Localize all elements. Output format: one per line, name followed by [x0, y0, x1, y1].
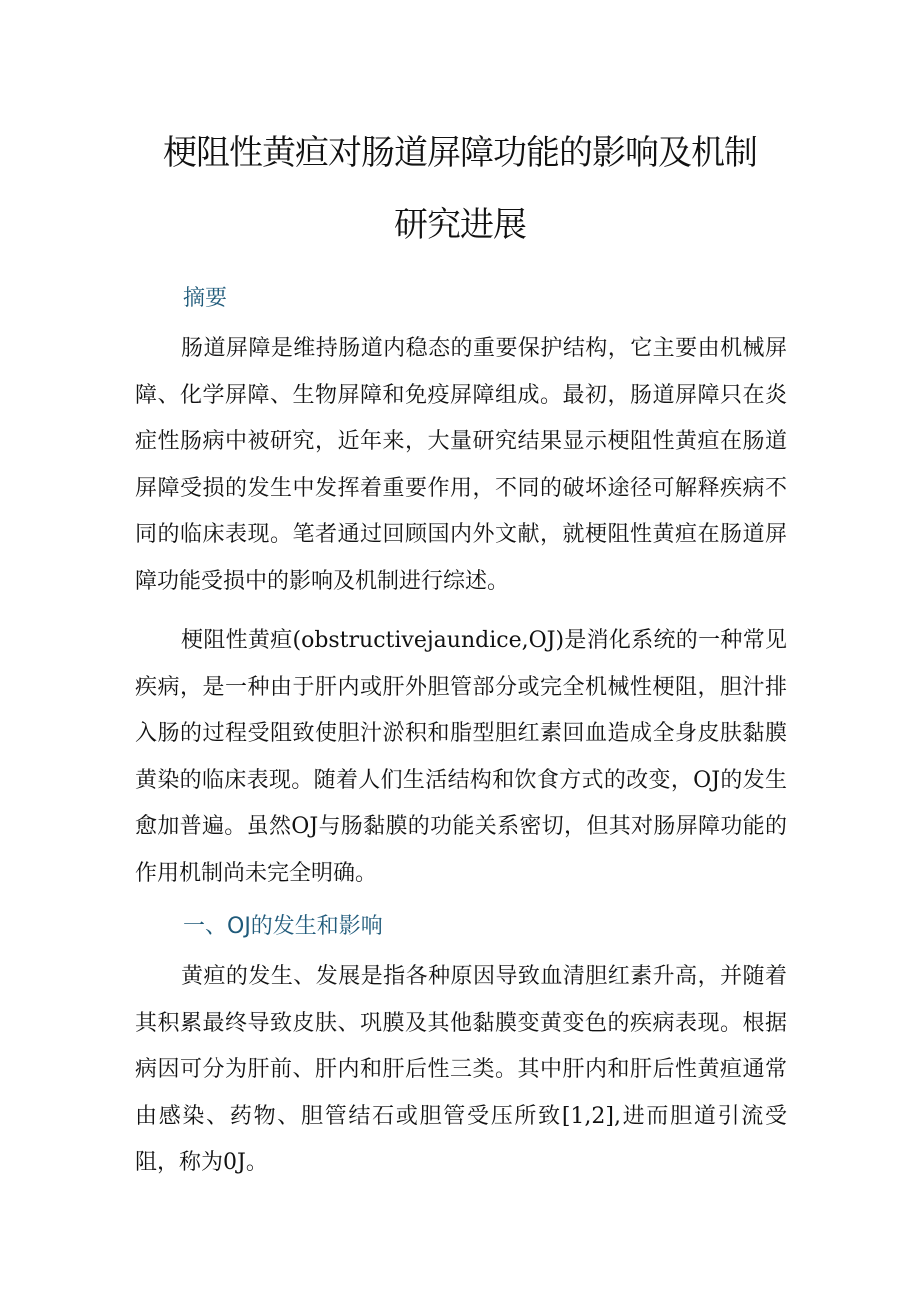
document-title-line-2: 研究进展	[394, 205, 526, 245]
abstract-paragraph: 肠道屏障是维持肠道内稳态的重要保护结构，它主要由机械屏障、化学屏障、生物屏障和免疫屏障组成。最初，肠道屏障只在炎症性肠病中被研究，近年来，大量研究结果显示梗阻性黄疸在肠道屏障受损的发生中发挥着重要作用，不同的破坏途径可解释疾病不同的临床表现。笔者通过回顾国内外文献，就梗阻性黄疸在肠道屏障功能受损中的影响及机制进行综述。	[135, 336, 787, 594]
intro-paragraph: 梗阻性黄疸(obstructivejaundice,OJ)是消化系统的一种常见疾病，是一种由于肝内或肝外胆管部分或完全机械性梗阻，胆汁排入肠的过程受阻致使胆汁淤积和脂型胆红素回血造成全身皮肤黏膜黄染的临床表现。随着人们生活结构和饮食方式的改变，OJ的发生愈加普遍。虽然OJ与肠黏膜的功能关系密切，但其对肠屏障功能的作用机制尚未完全明确。	[135, 628, 787, 886]
section-1-heading: 一、OJ的发生和影响	[183, 914, 383, 939]
section-1-paragraph: 黄疸的发生、发展是指各种原因导致血清胆红素升高，并随着其积累最终导致皮肤、巩膜及其他黏膜变黄变色的疾病表现。根据病因可分为肝前、肝内和肝后性三类。其中肝内和肝后性黄疸通常由感染、药物、胆管结石或胆管受压所致[1,2],进而胆道引流受阻，称为0J。	[135, 964, 787, 1175]
document-title-line-1: 梗阻性黄疸对肠道屏障功能的影响及机制	[163, 133, 757, 173]
abstract-heading: 摘要	[183, 286, 228, 311]
